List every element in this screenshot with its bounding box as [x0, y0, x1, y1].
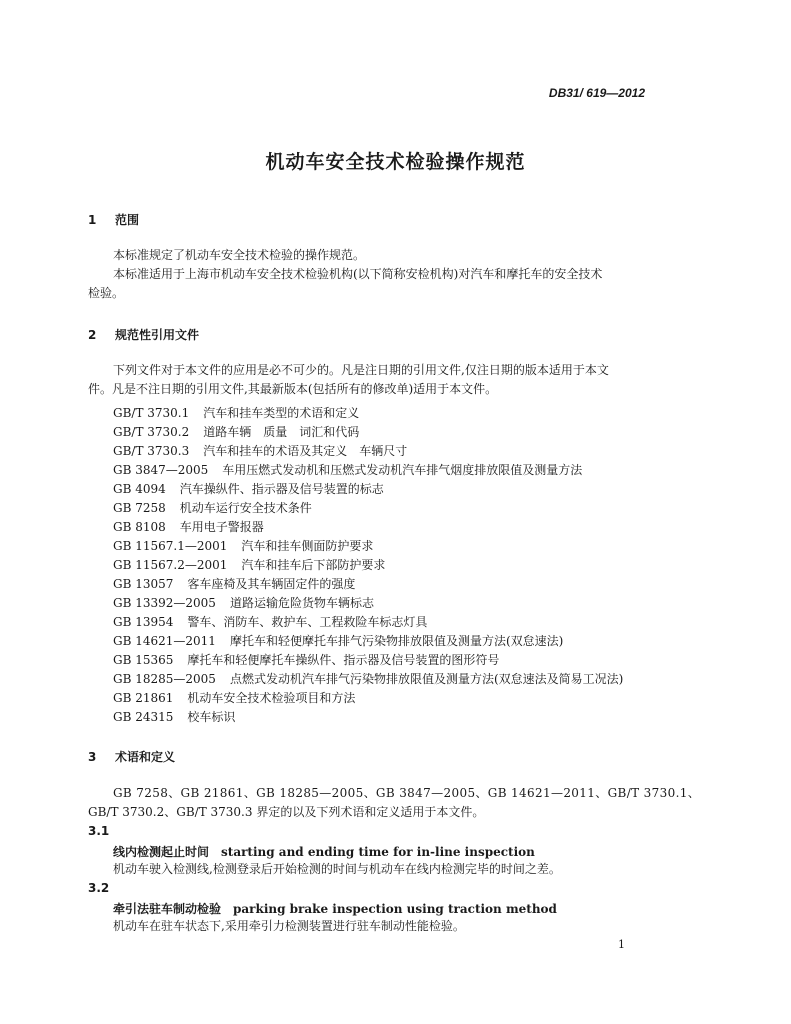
reference-item [113, 689, 355, 706]
section-number: 1 [88, 213, 97, 227]
reference-code: GB 7258 [113, 501, 166, 515]
reference-item [113, 708, 235, 725]
term-number: 3.2 [88, 881, 110, 895]
reference-name: 汽车和挂车的术语及其定义 车辆尺寸 [203, 444, 408, 458]
reference-code: GB 24315 [113, 710, 174, 724]
reference-item [113, 556, 385, 573]
term-en: parking brake inspection using traction method [233, 902, 557, 916]
standard-number: DB31/ 619—2012 [548, 86, 645, 100]
reference-name: 警车、消防车、救护车、工程救险车标志灯具 [187, 615, 428, 629]
reference-item [113, 404, 359, 421]
reference-code: GB/T 3730.3 [113, 444, 190, 458]
reference-name: 机动车安全技术检验项目和方法 [187, 691, 356, 705]
paragraph: 检验。 [88, 286, 125, 300]
document-title: 机动车安全技术检验操作规范 [265, 151, 526, 173]
reference-item [113, 480, 384, 497]
section-1-heading [88, 211, 139, 228]
term-zh: 线内检测起止时间 [113, 845, 210, 859]
reference-name: 摩托车和轻便摩托车操纵件、指示器及信号装置的图形符号 [187, 653, 500, 667]
reference-code: GB 4094 [113, 482, 166, 496]
reference-code: GB 18285—2005 [113, 672, 216, 686]
reference-code: GB/T 3730.2 [113, 425, 190, 439]
term-definition: 机动车在驻车状态下,采用牵引力检测装置进行驻车制动性能检验。 [113, 919, 465, 933]
reference-code: GB 11567.2—2001 [113, 558, 228, 572]
reference-item [113, 423, 359, 440]
reference-code: GB 3847—2005 [113, 463, 209, 477]
reference-item [113, 651, 499, 668]
reference-item [113, 499, 312, 516]
reference-name: 客车座椅及其车辆固定件的强度 [187, 577, 356, 591]
reference-name: 机动车运行安全技术条件 [179, 501, 312, 515]
reference-name: 车用压燃式发动机和压燃式发动机汽车排气烟度排放限值及测量方法 [222, 463, 583, 477]
reference-name: 汽车和挂车类型的术语和定义 [203, 406, 360, 420]
reference-item [113, 537, 373, 554]
paragraph: GB 7258、GB 21861、GB 18285—2005、GB 3847—2005、GB 14621—2011、GB/T 3730.1、 [113, 786, 701, 800]
section-number: 2 [88, 328, 97, 342]
reference-code: GB 13057 [113, 577, 174, 591]
reference-name: 道路车辆 质量 词汇和代码 [203, 425, 360, 439]
term-title [113, 843, 535, 860]
section-title: 术语和定义 [115, 750, 176, 764]
reference-code: GB 14621—2011 [113, 634, 216, 648]
reference-name: 校车标识 [187, 710, 236, 724]
reference-item [113, 632, 563, 649]
reference-item [113, 442, 407, 459]
reference-name: 点燃式发动机汽车排气污染物排放限值及测量方法(双怠速法及简易工况法) [229, 672, 624, 686]
section-title: 范围 [115, 213, 140, 227]
section-3-heading [88, 748, 175, 765]
section-title: 规范性引用文件 [115, 328, 200, 342]
section-number: 3 [88, 750, 97, 764]
reference-item [113, 461, 582, 478]
term-definition: 机动车驶入检测线,检测登录后开始检测的时间与机动车在线内检测完毕的时间之差。 [113, 862, 561, 876]
section-2-heading [88, 326, 199, 343]
page-number: 1 [618, 938, 625, 951]
reference-item [113, 594, 374, 611]
term-zh: 牵引法驻车制动检验 [113, 902, 222, 916]
reference-item [113, 575, 355, 592]
paragraph: 件。凡是不注日期的引用文件,其最新版本(包括所有的修改单)适用于本文件。 [88, 382, 498, 396]
reference-code: GB 13392—2005 [113, 596, 216, 610]
term-en: starting and ending time for in-line inspection [221, 845, 535, 859]
paragraph: 本标准适用于上海市机动车安全技术检验机构(以下简称安检机构)对汽车和摩托车的安全技术 [113, 267, 603, 281]
paragraph: 本标准规定了机动车安全技术检验的操作规范。 [113, 248, 366, 262]
reference-name: 车用电子警报器 [179, 520, 264, 534]
reference-code: GB 11567.1—2001 [113, 539, 228, 553]
term-title [113, 900, 557, 917]
reference-name: 汽车操纵件、指示器及信号装置的标志 [179, 482, 384, 496]
reference-name: 汽车和挂车后下部防护要求 [241, 558, 386, 572]
reference-item [113, 518, 264, 535]
reference-name: 道路运输危险货物车辆标志 [229, 596, 374, 610]
reference-code: GB/T 3730.1 [113, 406, 190, 420]
reference-name: 摩托车和轻便摩托车排气污染物排放限值及测量方法(双怠速法) [229, 634, 564, 648]
paragraph: GB/T 3730.2、GB/T 3730.3 界定的以及下列术语和定义适用于本文件。 [88, 805, 485, 819]
paragraph: 下列文件对于本文件的应用是必不可少的。凡是注日期的引用文件,仅注日期的版本适用于本文 [113, 363, 609, 377]
reference-code: GB 15365 [113, 653, 174, 667]
reference-code: GB 21861 [113, 691, 174, 705]
reference-name: 汽车和挂车侧面防护要求 [241, 539, 374, 553]
reference-code: GB 13954 [113, 615, 174, 629]
term-number: 3.1 [88, 824, 110, 838]
reference-item [113, 613, 427, 630]
reference-code: GB 8108 [113, 520, 166, 534]
reference-item [113, 670, 623, 687]
